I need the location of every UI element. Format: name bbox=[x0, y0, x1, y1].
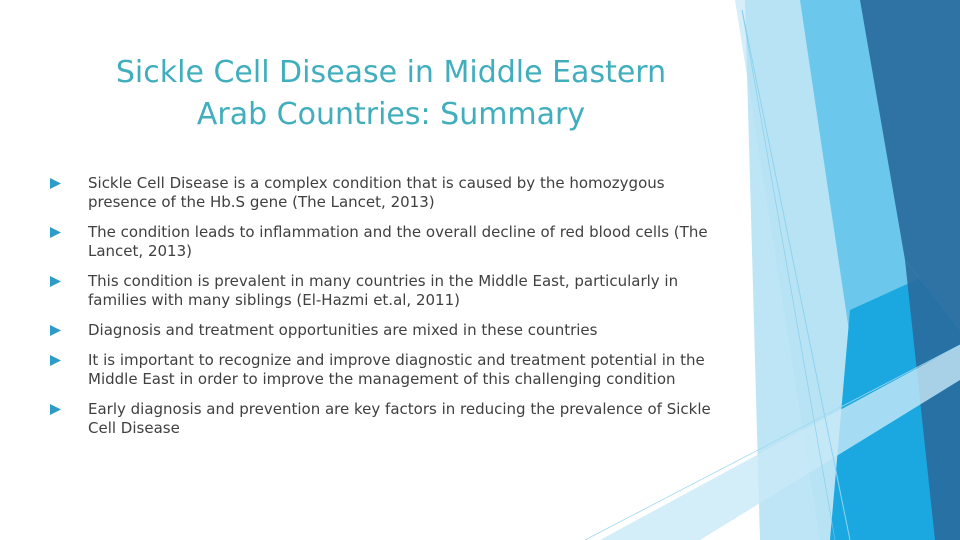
triangle-right-icon bbox=[50, 178, 61, 189]
bullet-text: Sickle Cell Disease is a complex condition that is caused by the homozygous presence of the Hb.S gene (The Lancet, 2013) bbox=[88, 174, 665, 211]
triangle-right-icon bbox=[50, 276, 61, 287]
bullet-item bbox=[50, 400, 730, 438]
bullet-item bbox=[50, 272, 730, 310]
triangle-right-icon bbox=[50, 355, 61, 366]
bullet-item bbox=[50, 174, 730, 212]
slide-title bbox=[60, 52, 722, 136]
bullet-text: It is important to recognize and improve diagnostic and treatment potential in the Middle East in order to improve the management of this challenging condition bbox=[88, 351, 705, 388]
bullet-text: Diagnosis and treatment opportunities are mixed in these countries bbox=[88, 321, 598, 339]
bullet-text: This condition is prevalent in many countries in the Middle East, particularly in families with many siblings (El-Hazmi et.al, 2011) bbox=[88, 272, 679, 309]
bullet-item bbox=[50, 321, 730, 340]
bullet-item bbox=[50, 223, 730, 261]
triangle-right-icon bbox=[50, 404, 61, 415]
bullet-text: Early diagnosis and prevention are key factors in reducing the prevalence of Sickle Cell Disease bbox=[88, 400, 711, 437]
bullet-text: The condition leads to inflammation and the overall decline of red blood cells (The Lancet, 2013) bbox=[88, 223, 708, 260]
title-line-1: Sickle Cell Disease in Middle Eastern bbox=[115, 55, 667, 90]
triangle-right-icon bbox=[50, 227, 61, 238]
bullet-item bbox=[50, 351, 730, 389]
bullet-list bbox=[50, 174, 730, 449]
triangle-right-icon bbox=[50, 325, 61, 336]
title-line-2: Arab Countries: Summary bbox=[196, 97, 586, 132]
